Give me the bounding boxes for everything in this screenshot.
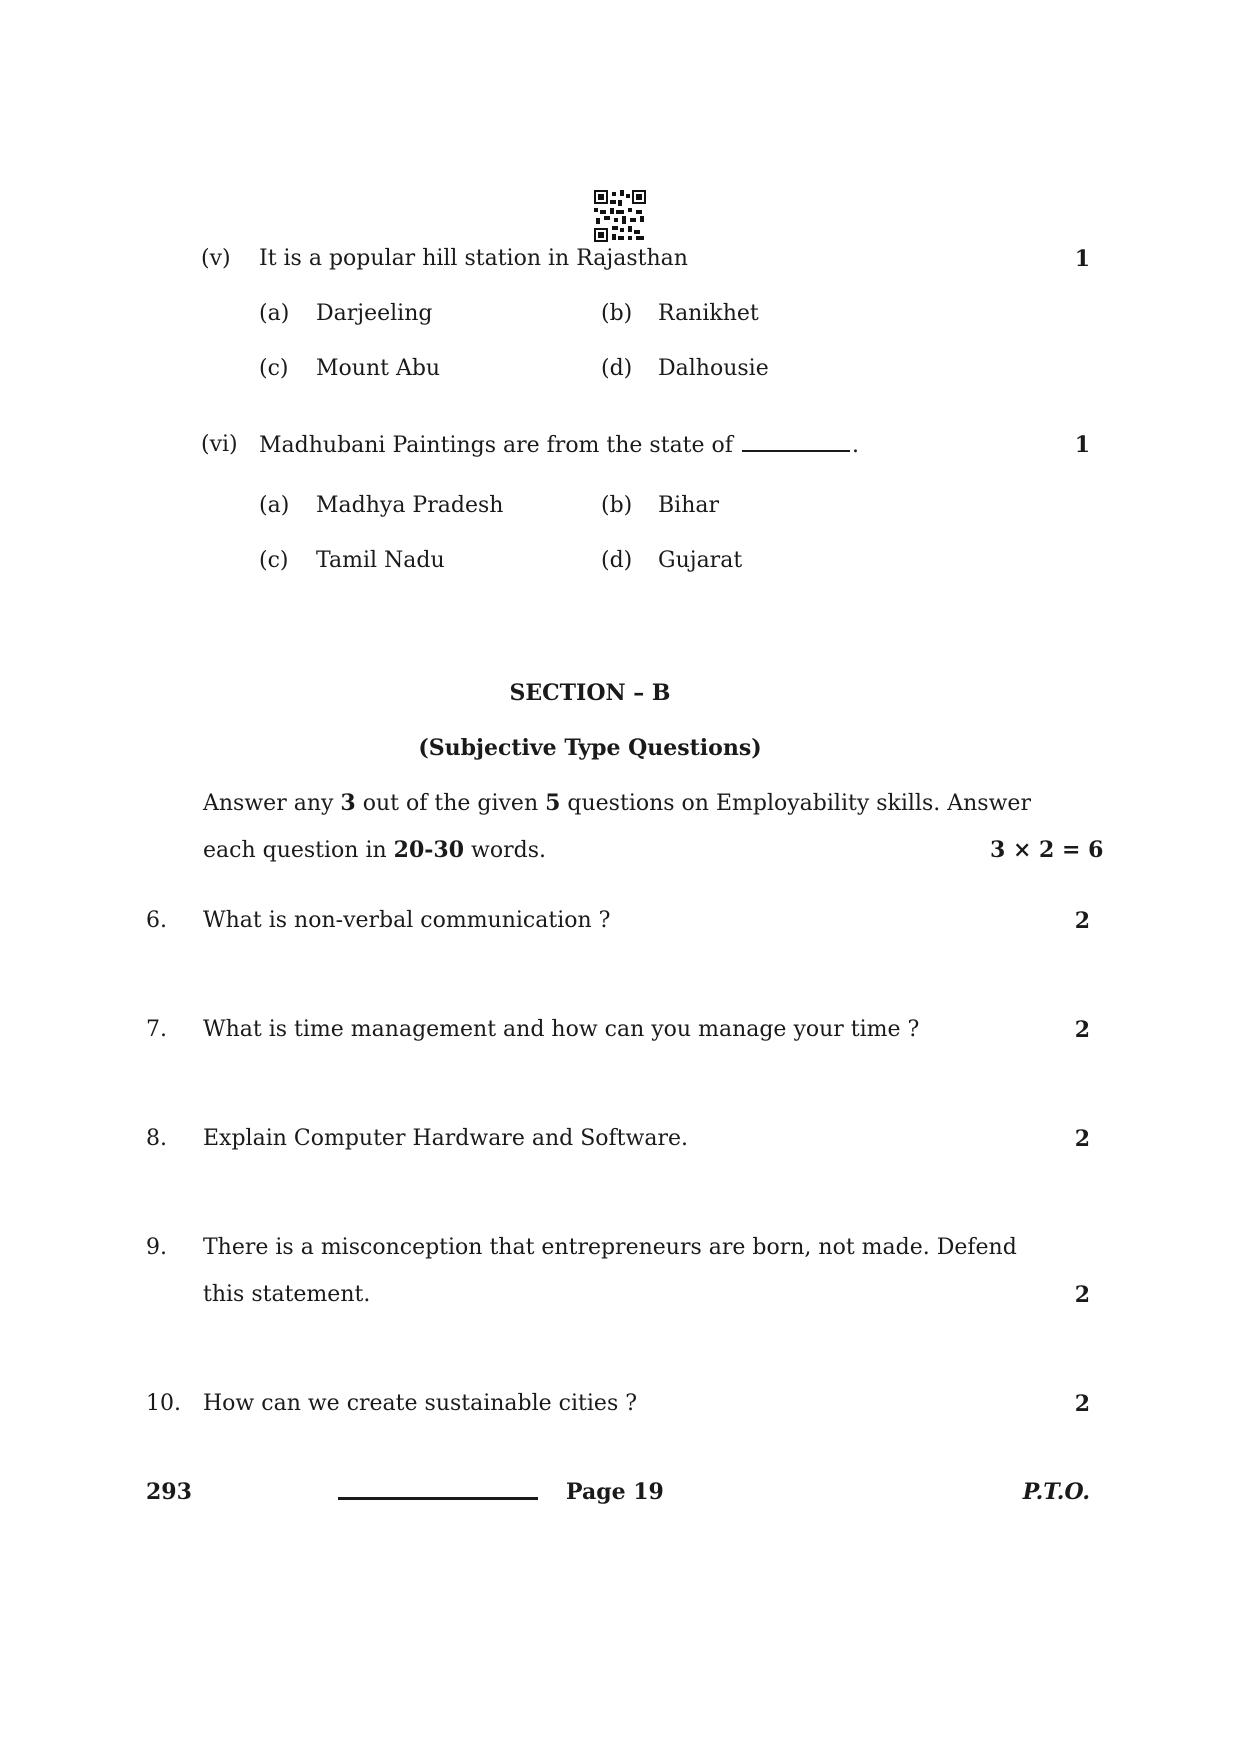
option-text: Bihar bbox=[658, 493, 720, 518]
fill-in-blank bbox=[742, 432, 850, 452]
section-instruction-line1 bbox=[203, 790, 1031, 816]
section-total-marks: 3 × 2 = 6 bbox=[990, 837, 1104, 863]
footer-divider bbox=[338, 1497, 538, 1500]
question-text: It is a popular hill station in Rajasthan bbox=[259, 246, 688, 271]
question-number: 9. bbox=[146, 1235, 167, 1260]
page-number: Page 19 bbox=[566, 1479, 664, 1505]
question-text-line2: this statement. bbox=[203, 1282, 371, 1307]
instruction-text: words. bbox=[464, 838, 546, 863]
option-text: Gujarat bbox=[658, 548, 743, 573]
question-number: 8. bbox=[146, 1126, 167, 1151]
question-marks: 1 bbox=[1074, 432, 1090, 458]
question-marks: 1 bbox=[1074, 246, 1090, 272]
instruction-text: questions on Employability skills. Answer bbox=[560, 791, 1031, 816]
question-number: (v) bbox=[201, 246, 231, 271]
option-text: Mount Abu bbox=[316, 356, 441, 381]
question-text: There is a misconception that entrepreneurs are born, not made. Defend bbox=[203, 1235, 1017, 1260]
question-text-end: . bbox=[851, 433, 859, 458]
question-text: How can we create sustainable cities ? bbox=[203, 1391, 638, 1416]
question-number: 6. bbox=[146, 908, 167, 933]
instruction-word-limit: 20-30 bbox=[393, 837, 465, 863]
option-label: (b) bbox=[601, 301, 633, 326]
option-text: Ranikhet bbox=[658, 301, 759, 326]
option-label: (c) bbox=[259, 548, 289, 573]
pto-label: P.T.O. bbox=[1022, 1479, 1090, 1505]
question-number: 10. bbox=[146, 1391, 181, 1416]
option-text: Darjeeling bbox=[316, 301, 433, 326]
section-title: SECTION – B bbox=[509, 680, 671, 706]
question-text: What is non-verbal communication ? bbox=[203, 908, 611, 933]
option-text: Dalhousie bbox=[658, 356, 769, 381]
question-text: What is time management and how can you manage your time ? bbox=[203, 1017, 920, 1042]
qr-code-icon bbox=[594, 190, 646, 242]
option-label: (b) bbox=[601, 493, 633, 518]
question-text: Explain Computer Hardware and Software. bbox=[203, 1126, 688, 1151]
question-number: 7. bbox=[146, 1017, 167, 1042]
option-label: (a) bbox=[259, 493, 290, 518]
question-marks: 2 bbox=[1074, 1126, 1090, 1152]
option-label: (d) bbox=[601, 548, 633, 573]
question-text-line bbox=[259, 432, 859, 458]
option-label: (d) bbox=[601, 356, 633, 381]
option-text: Madhya Pradesh bbox=[316, 493, 504, 518]
option-label: (a) bbox=[259, 301, 290, 326]
question-text: Madhubani Paintings are from the state of bbox=[259, 433, 733, 458]
instruction-text: each question in bbox=[203, 838, 394, 863]
option-label: (c) bbox=[259, 356, 289, 381]
option-text: Tamil Nadu bbox=[316, 548, 445, 573]
question-marks: 2 bbox=[1074, 1017, 1090, 1043]
section-subtitle: (Subjective Type Questions) bbox=[418, 735, 762, 761]
section-instruction-line2 bbox=[203, 837, 546, 863]
instruction-count-answer: 3 bbox=[340, 790, 356, 816]
question-marks: 2 bbox=[1074, 908, 1090, 934]
question-marks: 2 bbox=[1074, 1282, 1090, 1308]
instruction-text: out of the given bbox=[355, 791, 546, 816]
question-number: (vi) bbox=[201, 432, 238, 457]
instruction-count-total: 5 bbox=[545, 790, 561, 816]
question-marks: 2 bbox=[1074, 1391, 1090, 1417]
instruction-text: Answer any bbox=[203, 791, 341, 816]
paper-code: 293 bbox=[146, 1479, 192, 1505]
